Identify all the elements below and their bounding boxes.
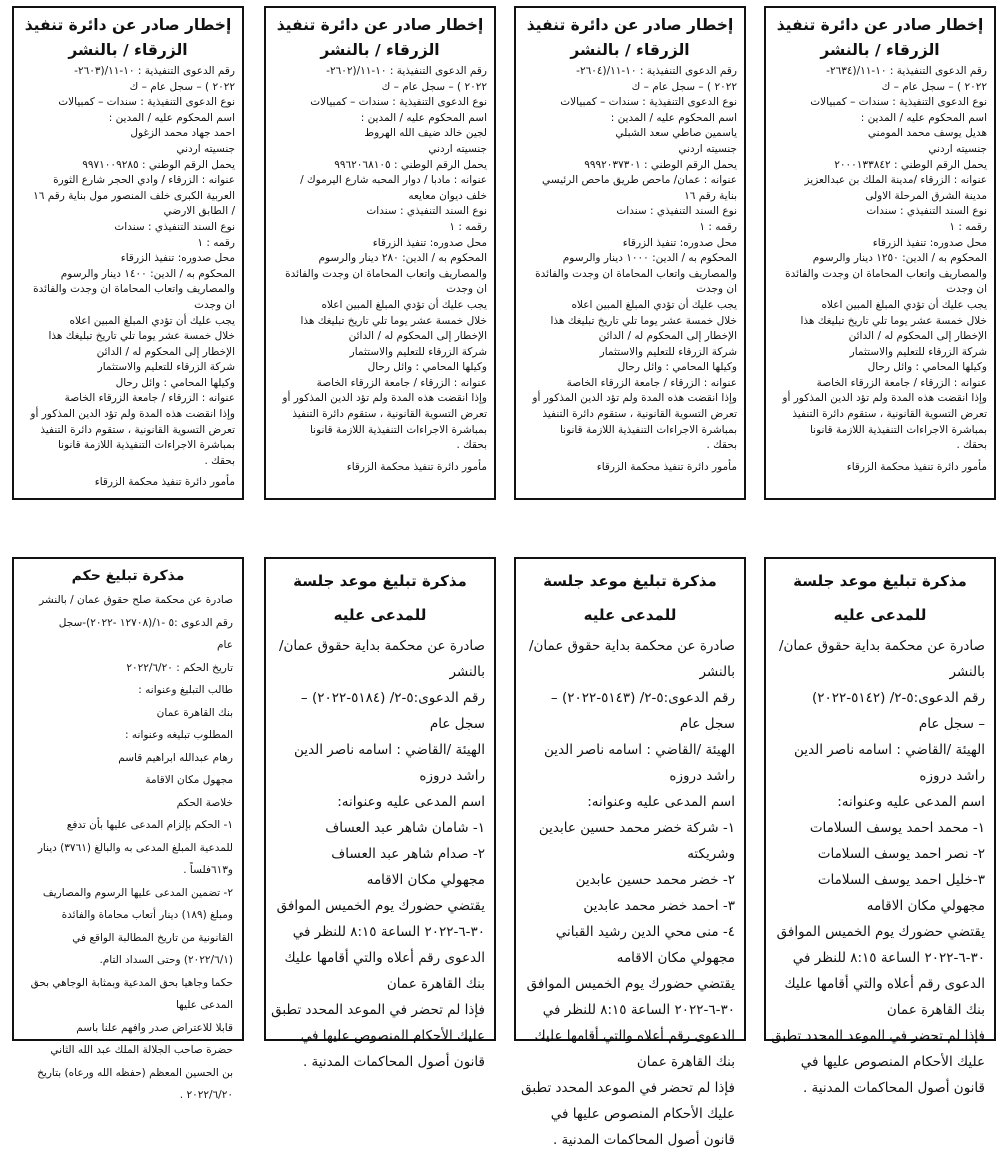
text-line: نوع السند التنفيذي : سندات: [366, 205, 487, 218]
notice-body: [523, 64, 737, 454]
text-line: تعرض التسوية القانونية ، ستقوم دائرة التنفيذ: [292, 408, 487, 421]
text-line: اسم المحكوم عليه / المدين :: [610, 111, 737, 124]
text-line: (٢٠٢٢/٦/١) وحتى السداد التام.: [99, 954, 233, 966]
text-line: ٣-خليل احمد يوسف السلامات: [817, 872, 985, 888]
text-line: راشد دروزه: [919, 768, 985, 784]
text-line: بالنشر: [699, 664, 735, 680]
text-line: حضرة صاحب الجلالة الملك عبد الله الثاني: [50, 1044, 233, 1056]
text-line: شركة الزرقاء للتعليم والاستثمار: [97, 361, 235, 374]
summons-body: [271, 633, 485, 1075]
text-line: رقم الدعوى التنفيذية : ١٠-١١/(٢٦٠٢-: [326, 65, 487, 77]
text-line: الإخطار إلى المحكوم له / الدائن: [348, 330, 487, 343]
text-line: ياسمين صاطي سعد الشبلي: [615, 127, 737, 140]
notice-footer: مأمور دائرة تنفيذ محكمة الزرقاء: [94, 476, 235, 489]
text-line: يحمل الرقم الوطني : ٩٩٧١٠٠٩٢٨٥: [82, 158, 235, 171]
text-line: ٣٠-٦-٢٠٢٢ الساعة ٨:١٥ للنظر في: [292, 924, 485, 940]
text-line: رقم الدعوى:٥-٢/ (٥١٤٣-٢٠٢٢) –: [550, 690, 735, 706]
notice-footer: مأمور دائرة تنفيذ محكمة الزرقاء: [596, 460, 737, 473]
text-line: – سجل عام: [918, 716, 985, 732]
enforcement-notice-1: [764, 6, 996, 500]
text-line: / الطابق الارضي: [163, 205, 235, 218]
text-line: خلال خمسة عشر يوما تلي تاريخ تبليغك هذا: [300, 314, 487, 327]
text-line: نوع السند التنفيذي : سندات: [616, 205, 737, 218]
text-line: رقمه : ١: [699, 220, 737, 233]
text-line: اسم المدعى عليه وعنوانه:: [337, 794, 485, 810]
text-line: يقتضي حضورك يوم الخميس الموافق: [276, 898, 485, 914]
summons-body: [771, 633, 985, 1101]
text-line: ٢- نصر احمد يوسف السلامات: [817, 846, 985, 862]
text-line: خلال خمسة عشر يوما تلي تاريخ تبليغك هذا: [48, 330, 235, 343]
judgment-body: [23, 589, 233, 1107]
text-line: نوع السند التنفيذي : سندات: [866, 205, 987, 218]
text-line: اسم المحكوم عليه / المدين :: [860, 111, 987, 124]
text-line: فإذا لم تحضر في الموعد المحدد تطبق: [521, 1080, 735, 1096]
notice-subtitle: الزرقاء / بالنشر: [570, 41, 690, 59]
text-line: المحكوم به / الدين: ١٠٠٠ دينار والرسوم: [562, 252, 737, 265]
text-line: عنوانه : عمان/ ماحص طريق ماحص الرئيسي: [542, 174, 737, 187]
text-line: عنوانه : الزرقاء / جامعة الزرقاء الخاصة: [566, 376, 737, 389]
text-line: صادرة عن محكمة بداية حقوق عمان/: [528, 638, 735, 654]
text-line: نوع الدعوى التنفيذية : سندات – كمبيالات: [58, 96, 235, 109]
text-line: راشد دروزه: [669, 768, 735, 784]
notice-title: إخطار صادر عن دائرة تنفيذ: [24, 16, 232, 34]
text-line: مدينة الشرق المرحلة الاولى: [865, 189, 987, 202]
text-line: صادرة عن محكمة بداية حقوق عمان/: [278, 638, 485, 654]
text-line: رقم الدعوى التنفيذية : ١٠-١١/(٢٦٠٣-: [74, 65, 235, 77]
text-line: للمدعية المبلغ المدعى به والبالغ (٣٧٦١) دينار: [37, 841, 233, 854]
text-line: العربية الكبرى خلف المنصور مول بناية رقم ١٦: [33, 189, 235, 202]
text-line: نوع الدعوى التنفيذية : سندات – كمبيالات: [810, 96, 987, 109]
text-line: القانونية من تاريخ المطالبة الواقع في: [72, 931, 233, 944]
text-line: عليك الأحكام المنصوص عليها في: [300, 1028, 485, 1044]
text-line: الهيئة /القاضي : اسامه ناصر الدين: [294, 742, 485, 758]
text-line: والمصاريف واتعاب المحاماة ان وجدت والفائدة: [285, 267, 487, 280]
text-line: الهيئة /القاضي : اسامه ناصر الدين: [794, 742, 985, 758]
text-line: وإذا انقضت هذه المدة ولم تؤد الدين المذكور أو: [782, 392, 987, 405]
text-line: عنوانه : الزرقاء / وادي الحجر شارع الثورة: [53, 174, 235, 187]
text-line: قانون أصول المحاكمات المدنية .: [302, 1054, 485, 1070]
text-line: المحكوم به / الدين: ١٤٠٠ دينار والرسوم: [60, 267, 235, 280]
notice-footer: مأمور دائرة تنفيذ محكمة الزرقاء: [846, 460, 987, 473]
text-line: يحمل الرقم الوطني : ٢٠٠٠١٣٣٨٤٢: [834, 158, 987, 171]
text-line: يقتضي حضورك يوم الخميس الموافق: [776, 924, 985, 940]
text-line: رقم الدعوى التنفيذية : ١٠-١١/(٢٦٠٤-: [576, 65, 737, 77]
text-line: ٢- تضمين المدعى عليها الرسوم والمصاريف: [42, 886, 233, 899]
text-line: ٢- خضر محمد حسين عابدين: [575, 872, 735, 888]
text-line: ١- محمد احمد يوسف السلامات: [809, 820, 985, 836]
text-line: جنسيته اردني: [678, 142, 737, 155]
text-line: ٢٠٢٢ ) – سجل عام – ك: [381, 80, 487, 93]
text-line: يقتضي حضورك يوم الخميس الموافق: [526, 976, 735, 992]
text-line: بمباشرة الاجراءات التنفيذية اللازمة قانونا: [809, 423, 987, 436]
text-line: عنوانه : الزرقاء /مدينة الملك بن عبدالعزيز: [804, 174, 987, 187]
text-line: ومبلغ (١٨٩) دينار أتعاب محاماة والفائدة: [61, 909, 233, 921]
text-line: يحمل الرقم الوطني : ٩٩٦٢٠٦٨١٠٥: [334, 158, 487, 171]
text-line: تاريخ الحكم : ٢٠٢٢/٦/٢٠: [126, 661, 233, 674]
text-line: فإذا لم تحضر في الموعد المحدد تطبق: [771, 1028, 985, 1044]
hearing-summons-3: [264, 557, 496, 1070]
notice-subtitle: الزرقاء / بالنشر: [820, 41, 940, 59]
text-line: ٢٠٢٢ ) – سجل عام – ك: [631, 80, 737, 93]
text-line: وكيلها المحامي : وائل رحال: [367, 361, 487, 374]
text-line: ٣- احمد خضر محمد عابدين: [583, 898, 735, 914]
text-line: عام: [217, 639, 233, 651]
text-line: خلال خمسة عشر يوما تلي تاريخ تبليغك هذا: [550, 314, 737, 327]
text-line: قانون أصول المحاكمات المدنية .: [802, 1080, 985, 1096]
text-line: يجب عليك أن تؤدي المبلغ المبين اعلاه: [821, 298, 987, 311]
text-line: صادرة عن محكمة بداية حقوق عمان/: [778, 638, 985, 654]
summons-body: [521, 633, 735, 1153]
text-line: تعرض التسوية القانونية ، ستقوم دائرة التنفيذ: [542, 408, 737, 421]
notice-body: [773, 64, 987, 454]
text-line: بنك القاهرة عمان: [156, 706, 233, 719]
text-line: رقم الدعوى :٥ -١/(١٢٧٠٨ -٢٠٢٢)-سجل: [58, 616, 233, 629]
text-line: رقمه : ١: [449, 220, 487, 233]
text-line: قابلا للاعتراض صدر وافهم علنا باسم: [76, 1021, 233, 1034]
text-line: والمصاريف واتعاب المحاماة ان وجدت والفائدة: [785, 267, 987, 280]
text-line: سجل عام: [429, 716, 485, 732]
text-line: ان وجدت: [446, 283, 487, 296]
text-line: وإذا انقضت هذه المدة ولم تؤد الدين المذكور أو: [532, 392, 737, 405]
text-line: بن الحسين المعظم (حفظه الله ورعاه) بتاريخ: [37, 1066, 233, 1079]
text-line: جنسيته اردني: [176, 142, 235, 155]
summons-title: مذكرة تبليغ موعد جلسة: [293, 572, 467, 590]
text-line: بحقك .: [956, 439, 987, 452]
text-line: فإذا لم تحضر في الموعد المحدد تطبق: [271, 1002, 485, 1018]
text-line: مجهول مكان الاقامة: [145, 774, 233, 786]
text-line: رقمه : ١: [197, 236, 235, 249]
text-line: صادرة عن محكمة صلح حقوق عمان / بالنشر: [39, 594, 233, 606]
notice-subtitle: الزرقاء / بالنشر: [320, 41, 440, 59]
text-line: جنسيته اردني: [928, 142, 987, 155]
text-line: بحقك .: [706, 439, 737, 452]
text-line: تعرض التسوية القانونية ، ستقوم دائرة التنفيذ: [40, 423, 235, 436]
text-line: طالب التبليغ وعنوانه :: [138, 684, 233, 696]
text-line: يجب عليك أن تؤدي المبلغ المبين اعلاه: [69, 314, 235, 327]
text-line: الإخطار إلى المحكوم له / الدائن: [598, 330, 737, 343]
text-line: ان وجدت: [946, 283, 987, 296]
text-line: والمصاريف واتعاب المحاماة ان وجدت والفائدة: [33, 283, 235, 296]
judgment-notice: [12, 557, 244, 1101]
text-line: الدعوى رقم أعلاه والتي أقامها عليك: [784, 976, 985, 992]
text-line: بالنشر: [949, 664, 985, 680]
notice-title: إخطار صادر عن دائرة تنفيذ: [526, 16, 734, 34]
text-line: بمباشرة الاجراءات التنفيذية اللازمة قانونا: [559, 423, 737, 436]
text-line: وإذا انقضت هذه المدة ولم تؤد الدين المذكور أو: [30, 408, 235, 421]
hearing-summons-1: [764, 557, 996, 1096]
text-line: محل صدوره: تنفيذ الزرقاء: [372, 236, 487, 249]
text-line: وكيلها المحامي : وائل رحال: [867, 361, 987, 374]
text-line: بالنشر: [449, 664, 485, 680]
text-line: لجين خالد ضيف الله الهروط: [364, 127, 487, 140]
text-line: يجب عليك أن تؤدي المبلغ المبين اعلاه: [571, 298, 737, 311]
text-line: بنك القاهرة عمان: [386, 976, 485, 992]
text-line: ان وجدت: [696, 283, 737, 296]
text-line: شركة الزرقاء للتعليم والاستثمار: [599, 345, 737, 358]
text-line: المحكوم به / الدين: ٢٨٠ دينار والرسوم: [318, 252, 487, 265]
summons-subtitle: للمدعى عليه: [583, 606, 677, 624]
notice-title: إخطار صادر عن دائرة تنفيذ: [276, 16, 484, 34]
text-line: رقم الدعوى:٥-٢/ (٥١٨٤-٢٠٢٢) –: [300, 690, 485, 706]
text-line: راشد دروزه: [419, 768, 485, 784]
text-line: نوع السند التنفيذي : سندات: [114, 220, 235, 233]
summons-subtitle: للمدعى عليه: [333, 606, 427, 624]
text-line: بحقك .: [204, 454, 235, 467]
text-line: اسم المحكوم عليه / المدين :: [108, 111, 235, 124]
text-line: خلاصة الحكم: [176, 796, 233, 809]
text-line: حكما وجاهيا بحق المدعية وبمثابة الوجاهي بحق: [30, 976, 233, 989]
text-line: عليك الأحكام المنصوص عليها في: [800, 1054, 985, 1070]
text-line: جنسيته اردني: [428, 142, 487, 155]
text-line: مجهولي مكان الاقامه: [616, 950, 735, 966]
notice-subtitle: الزرقاء / بالنشر: [68, 41, 188, 59]
text-line: اسم المدعى عليه وعنوانه:: [837, 794, 985, 810]
text-line: الدعوى رقم أعلاه والتي أقامها عليك: [534, 1028, 735, 1044]
hearing-summons-2: [514, 557, 746, 1148]
text-line: احمد جهاد محمد الزغول: [130, 127, 235, 140]
summons-title: مذكرة تبليغ موعد جلسة: [543, 572, 717, 590]
text-line: يحمل الرقم الوطني : ٩٩٩٢٠٣٧٣٠١: [584, 158, 737, 171]
text-line: الدعوى رقم أعلاه والتي أقامها عليك: [284, 950, 485, 966]
text-line: عليك الأحكام المنصوص عليها في: [550, 1106, 735, 1122]
summons-title: مذكرة تبليغ موعد جلسة: [793, 572, 967, 590]
text-line: بمباشرة الاجراءات التنفيذية اللازمة قانونا: [57, 439, 235, 452]
text-line: بناية رقم ١٦: [684, 189, 737, 202]
text-line: عنوانه : الزرقاء / جامعة الزرقاء الخاصة: [316, 376, 487, 389]
text-line: شركة الزرقاء للتعليم والاستثمار: [349, 345, 487, 358]
text-line: هديل يوسف محمد المومني: [867, 127, 987, 140]
text-line: اسم المحكوم عليه / المدين :: [360, 111, 487, 124]
text-line: و٦١٣فلساً .: [183, 864, 233, 876]
notice-body: [273, 64, 487, 454]
text-line: الهيئة /القاضي : اسامه ناصر الدين: [544, 742, 735, 758]
text-line: وإذا انقضت هذه المدة ولم تؤد الدين المذكور أو: [282, 392, 487, 405]
text-line: ٤- منى محي الدين رشيد القباني: [555, 924, 735, 940]
text-line: يجب عليك أن تؤدي المبلغ المبين اعلاه: [321, 298, 487, 311]
text-line: اسم المدعى عليه وعنوانه:: [587, 794, 735, 810]
text-line: وشريكته: [687, 846, 735, 862]
text-line: نوع الدعوى التنفيذية : سندات – كمبيالات: [310, 96, 487, 109]
text-line: المحكوم به / الدين: ١٢٥٠ دينار والرسوم: [812, 252, 987, 265]
text-line: ٢- صدام شاهر عبد العساف: [331, 846, 485, 862]
text-line: بحقك .: [456, 439, 487, 452]
enforcement-notice-3: [264, 6, 496, 500]
text-line: الإخطار إلى المحكوم له / الدائن: [96, 345, 235, 358]
text-line: وكيلها المحامي : وائل رحال: [617, 361, 737, 374]
notice-footer: مأمور دائرة تنفيذ محكمة الزرقاء: [346, 460, 487, 473]
text-line: رقم الدعوى التنفيذية : ١٠-١١/(٢٦٣٤-: [826, 65, 987, 77]
text-line: سجل عام: [679, 716, 735, 732]
text-line: ٢٠٢٢ ) – سجل عام – ك: [881, 80, 987, 93]
text-line: عنوانه : الزرقاء / جامعة الزرقاء الخاصة: [64, 392, 235, 405]
text-line: والمصاريف واتعاب المحاماة ان وجدت والفائدة: [535, 267, 737, 280]
text-line: محل صدوره: تنفيذ الزرقاء: [872, 236, 987, 249]
text-line: بمباشرة الاجراءات التنفيذية اللازمة قانونا: [309, 423, 487, 436]
text-line: مجهولي مكان الاقامه: [866, 898, 985, 914]
text-line: شركة الزرقاء للتعليم والاستثمار: [849, 345, 987, 358]
text-line: عنوانه : مادبا / دوار المحبه شارع اليرموك /: [300, 174, 487, 187]
summons-subtitle: للمدعى عليه: [833, 606, 927, 624]
text-line: محل صدوره: تنفيذ الزرقاء: [120, 252, 235, 265]
text-line: ١- الحكم بإلزام المدعى عليها بأن تدفع: [66, 819, 233, 831]
text-line: وكيلها المحامي : وائل رحال: [115, 376, 235, 389]
text-line: ١- شامان شاهر عبد العساف: [325, 820, 485, 836]
text-line: خلال خمسة عشر يوما تلي تاريخ تبليغك هذا: [800, 314, 987, 327]
text-line: تعرض التسوية القانونية ، ستقوم دائرة التنفيذ: [792, 408, 987, 421]
text-line: رهام عبدالله ابراهيم قاسم: [118, 751, 233, 764]
notice-title: إخطار صادر عن دائرة تنفيذ: [776, 16, 984, 34]
text-line: محل صدوره: تنفيذ الزرقاء: [622, 236, 737, 249]
text-line: نوع الدعوى التنفيذية : سندات – كمبيالات: [560, 96, 737, 109]
notice-body: [21, 64, 235, 469]
judgment-title: مذكرة تبليغ حكم: [71, 568, 185, 584]
text-line: ٢٠٢٢ ) – سجل عام – ك: [129, 80, 235, 93]
text-line: ٣٠-٦-٢٠٢٢ الساعة ٨:١٥ للنظر في: [542, 1002, 735, 1018]
text-line: ٢٠٢٢/٦/٢٠ .: [179, 1089, 233, 1101]
text-line: خلف ديوان معايعه: [408, 189, 487, 202]
text-line: رقمه : ١: [949, 220, 987, 233]
text-line: رقم الدعوى:٥-٢/ (٥١٤٢-٢٠٢٢): [811, 690, 985, 706]
text-line: المدعى عليها: [175, 999, 233, 1011]
text-line: عنوانه : الزرقاء / جامعة الزرقاء الخاصة: [816, 376, 987, 389]
text-line: ان وجدت: [194, 298, 235, 311]
text-line: الإخطار إلى المحكوم له / الدائن: [848, 330, 987, 343]
text-line: بنك القاهرة عمان: [636, 1054, 735, 1070]
enforcement-notice-2: [514, 6, 746, 500]
text-line: المطلوب تبليغه وعنوانه :: [125, 729, 233, 741]
text-line: مجهولي مكان الاقامه: [366, 872, 485, 888]
text-line: ١- شركة خضر محمد حسين عابدين: [538, 820, 735, 836]
text-line: قانون أصول المحاكمات المدنية .: [552, 1132, 735, 1148]
text-line: بنك القاهرة عمان: [886, 1002, 985, 1018]
enforcement-notice-4: [12, 6, 244, 500]
text-line: ٣٠-٦-٢٠٢٢ الساعة ٨:١٥ للنظر في: [792, 950, 985, 966]
